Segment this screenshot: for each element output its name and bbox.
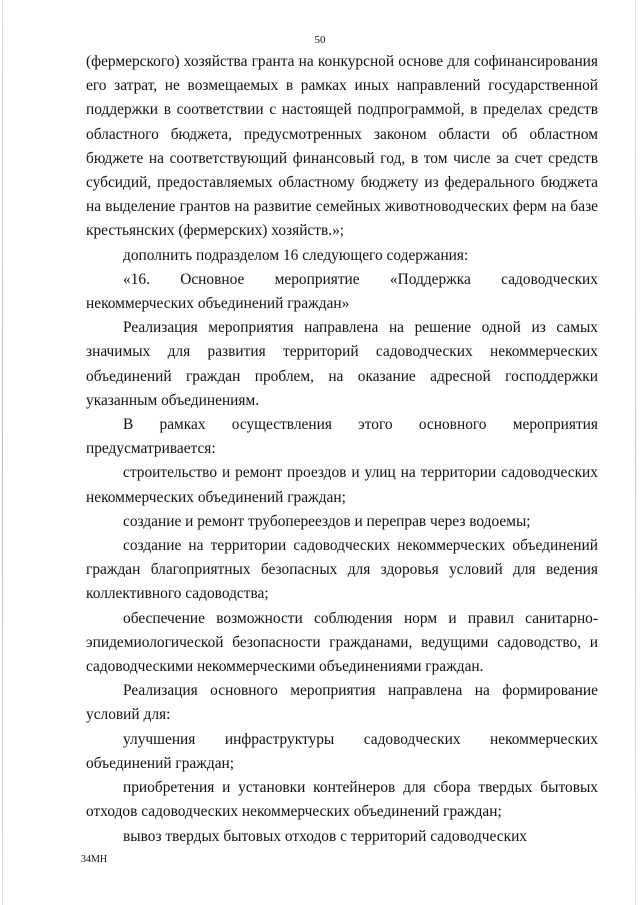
scan-edge-right	[635, 0, 636, 905]
paragraph-12: приобретения и установки контейнеров для сбора твердых бытовых отходов садоводческих некоммерческих объединений граждан;	[86, 779, 598, 821]
paragraph-1: (фермерского) хозяйства гранта на конкурсной основе для софинансирования его затрат, не возмещаемых в рамках иных направлений государственной поддержки в соответствии с настоящей подпрограммой, в пределах средств областного бюджета, предусмотренных законом области об областном бюджете на соответствующий финансовый год, в том числе за счет средств субсидий, предоставляемых областному бюджету из федерального бюджета на выделение грантов на развитие семейных животноводческих ферм на базе крестьянских (фермерских) хозяйств.»;	[86, 53, 598, 240]
footer-code: 34МН	[81, 854, 108, 865]
paragraph-13: вывоз твердых бытовых отходов с территорий садоводческих	[123, 827, 528, 845]
scan-edge-left	[2, 0, 3, 905]
document-body	[86, 50, 598, 849]
paragraph-4: Реализация мероприятия направлена на решение одной из самых значимых для развития территорий садоводческих некоммерческих объединений граждан проблем, на оказание адресной господдержки указанным объединениям.	[86, 319, 598, 409]
page-number: 50	[314, 34, 326, 46]
paragraph-11: улучшения инфраструктуры садоводческих некоммерческих объединений граждан;	[86, 730, 598, 772]
paragraph-2: дополнить подразделом 16 следующего содержания:	[123, 246, 469, 264]
paragraph-10: Реализация основного мероприятия направлена на формирование условий для:	[86, 682, 598, 724]
paragraph-5: В рамках осуществления этого основного мероприятия предусматривается:	[86, 416, 598, 458]
paragraph-6: строительство и ремонт проездов и улиц на территории садоводческих некоммерческих объединений граждан;	[86, 464, 598, 506]
paragraph-8: создание на территории садоводческих некоммерческих объединений граждан благоприятных безопасных для здоровья условий для ведения коллективного садоводства;	[86, 537, 598, 603]
paragraph-7: создание и ремонт трубопереездов и переправ через водоемы;	[123, 512, 531, 530]
paragraph-3: «16. Основное мероприятие «Поддержка садоводческих некоммерческих объединений граждан»	[86, 270, 598, 313]
paragraph-9: обеспечение возможности соблюдения норм и правил санитарно-эпидемиологической безопасности гражданами, ведущими садоводство, и садоводческими некоммерческими объединениями граждан.	[86, 609, 598, 676]
